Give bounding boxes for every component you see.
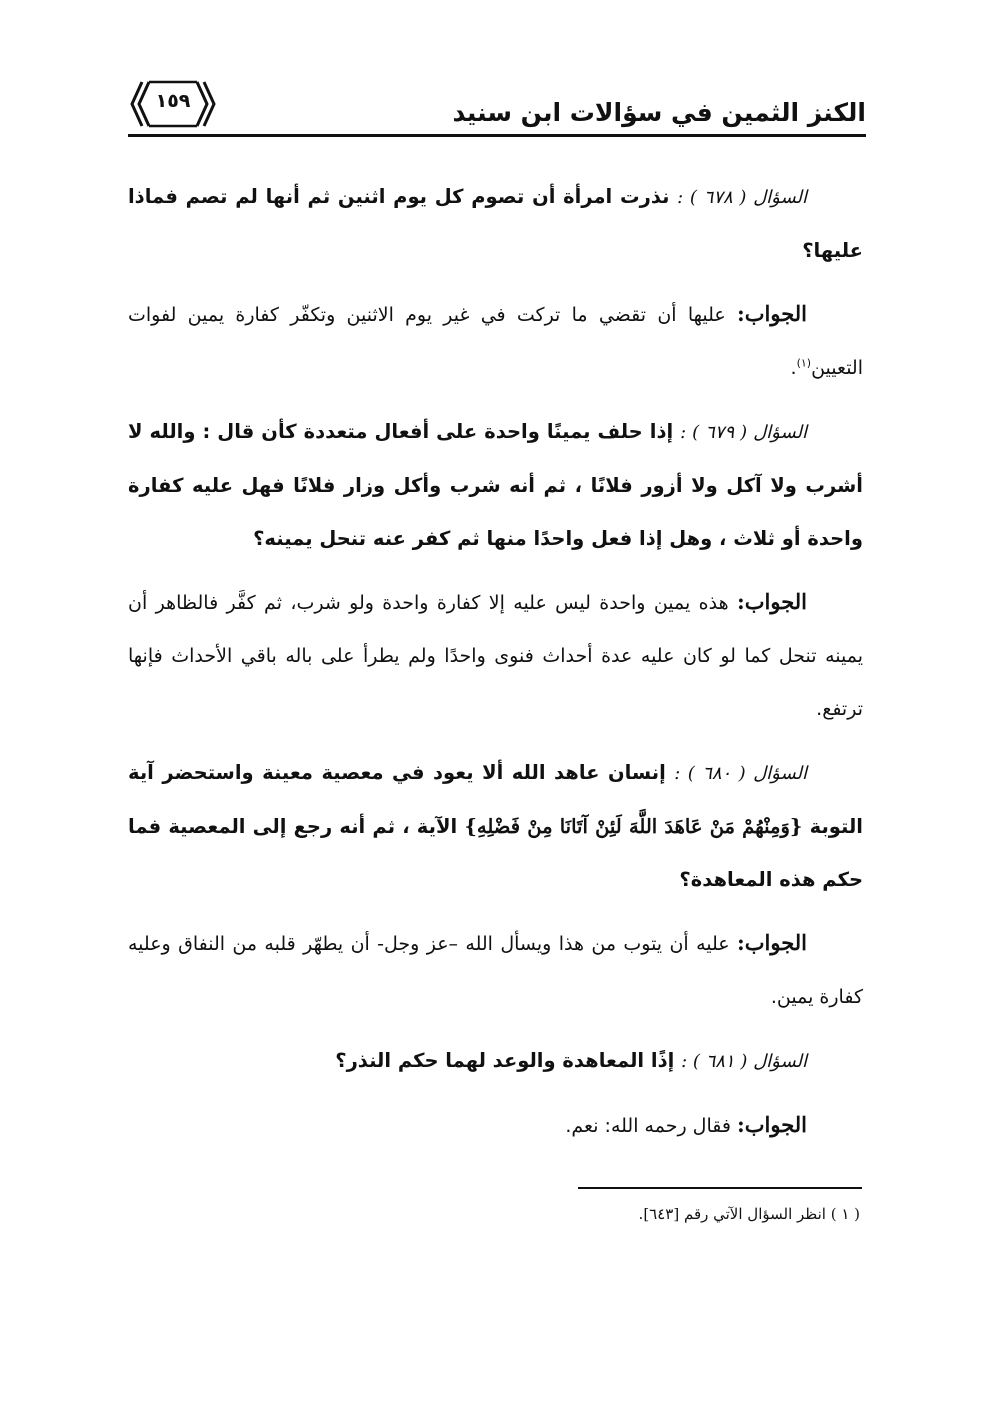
answer-label: الجواب: xyxy=(737,301,807,326)
question-text: نذرت امرأة أن تصوم كل يوم اثنين ثم أنها لم تصم فماذا عليها؟ xyxy=(128,185,863,262)
question-label: السؤال ( ٦٨١ ) : xyxy=(681,1051,807,1072)
question-label: السؤال ( ٦٨٠ ) : xyxy=(674,763,808,784)
answer-text-end: . xyxy=(790,357,797,379)
answer-text: هذه يمين واحدة ليس عليه إلا كفارة واحدة ولو شرب، ثم كفَّر فالظاهر أن يمينه تنحل كما لو كان عليه عدة أحداث فنوى واحدًا ولم يطرأ على باله باقي الأحداث فإنها ترتفع. xyxy=(128,592,863,720)
answer-679 xyxy=(128,575,863,736)
question-680 xyxy=(128,746,863,906)
answer-label: الجواب: xyxy=(737,589,807,614)
footnote-1: ( ١ ) انظر السؤال الآتي رقم [٦٤٣]. xyxy=(638,1205,860,1223)
page-number-badge xyxy=(128,78,218,130)
footnote-separator xyxy=(578,1187,862,1189)
question-text: إذًا المعاهدة والوعد لهما حكم النذر؟ xyxy=(335,1049,682,1072)
answer-label: الجواب: xyxy=(737,1112,807,1137)
header-rule xyxy=(128,134,866,137)
page-header xyxy=(128,78,866,140)
question-text-after: الآية ، ثم أنه رجع إلى المعصية فما حكم هذه المعاهدة؟ xyxy=(128,815,863,891)
question-label: السؤال ( ٦٧٨ ) : xyxy=(677,187,808,208)
running-header-title: الكنز الثمين في سؤالات ابن سنيد xyxy=(452,98,866,127)
page-number: ١٥٩ xyxy=(155,90,191,112)
footnote-reference[interactable]: (١) xyxy=(796,356,812,370)
answer-678 xyxy=(128,287,863,395)
answer-680 xyxy=(128,916,863,1024)
answer-text: فقال رحمه الله: نعم. xyxy=(565,1115,737,1137)
question-681 xyxy=(128,1034,863,1088)
question-text: إذا حلف يمينًا واحدة على أفعال متعددة كأن قال : والله لا أشرب ولا آكل ولا أزور فلانًا ، ثم أنه شرب وأكل وزار فلانًا فهل عليه كفارة واحدة أو ثلاث ، وهل إذا فعل واحدًا منها ثم كفر عنه تنحل يمينه؟ xyxy=(128,420,863,550)
main-content xyxy=(128,170,863,1163)
answer-label: الجواب: xyxy=(737,930,807,955)
question-text: إنسان عاهد الله ألا يعود في معصية معينة واستحضر آية التوبة xyxy=(128,761,863,838)
question-678 xyxy=(128,170,863,277)
answer-681 xyxy=(128,1098,863,1153)
question-label: السؤال ( ٦٧٩ ) : xyxy=(680,422,807,443)
answer-text: عليها أن تقضي ما تركت في غير يوم الاثنين وتكفّر كفارة يمين لفوات التعيين xyxy=(128,304,863,379)
answer-text: عليه أن يتوب من هذا ويسأل الله –عز وجل- أن يطهّر قلبه من النفاق وعليه كفارة يمين. xyxy=(128,933,863,1008)
question-679 xyxy=(128,405,863,565)
quran-verse: {وَمِنْهُمْ مَنْ عَاهَدَ اللَّهَ لَئِنْ آتَانَا مِنْ فَضْلِهِ} xyxy=(464,815,803,838)
